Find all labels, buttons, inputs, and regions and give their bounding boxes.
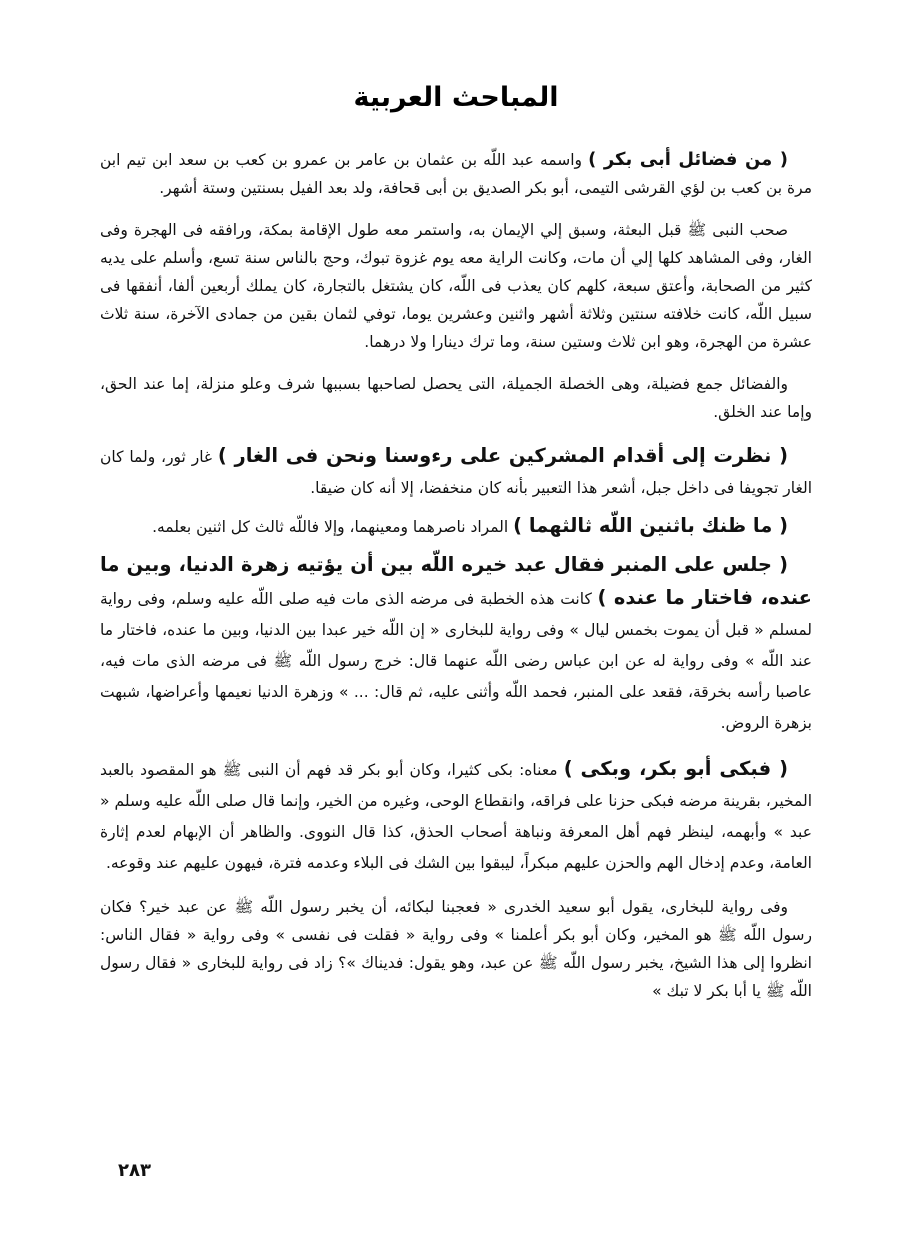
paragraph-text: المراد ناصرهما ومعينهما، وإلا فاللّه ثالث كل اثنين بعلمه. — [152, 518, 514, 536]
paragraph-text: والفضائل جمع فضيلة، وهى الخصلة الجميلة، التى يحصل لصاحبها بسببها شرف وعلو منزلة، إما عند الحق، وإما عند الخلق. — [100, 375, 812, 421]
paragraph-text: وفى رواية للبخارى، يقول أبو سعيد الخدرى « فعجبنا لبكائه، أن يخبر رسول اللّه ﷺ عن عبد خير؟ فكان رسول اللّه ﷺ هو المخير، وكان أبو بكر أعلمنا » وفى رواية « فقلت فى نفسى » وفى رواية « فقال الناس: انظروا إلى هذا الشيخ، يخبر رسول اللّه ﷺ عن عبد، وهو يقول: فديناك »؟ زاد فى رواية للبخارى « فقال رسول اللّه ﷺ يا أبا بكر لا تبك » — [100, 898, 812, 1000]
paragraph-heading: ( فبكى أبو بكر، وبكى ) — [563, 757, 788, 780]
page-number: ٢٨٣ — [118, 1160, 151, 1181]
paragraph-heading: ( من فضائل أبى بكر ) — [588, 149, 788, 170]
paragraph-cave — [100, 440, 812, 504]
paragraph-heading: ( نظرت إلى أقدام المشركين على رءوسنا ونحن فى الغار ) — [217, 444, 788, 467]
paragraph-text: غار ثور، ولما كان الغار تجويفا فى داخل جبل، أشعر هذا التعبير بأنه كان منخفضا، إلا أنه كان ضيقا. — [100, 448, 812, 497]
paragraph-text: صحب النبى ﷺ قبل البعثة، وسبق إلي الإيمان به، واستمر معه طول الإقامة بمكة، ورافقه فى الهجرة وفى الغار، وفى المشاهد كلها إلي أن مات، وكانت الراية معه يوم غزوة تبوك، وحج بالناس سنة تسع، وأسلم على يديه كثير من الصحابة، وأعتق سبعة، كلهم كان يعذب فى اللّه، كان يشتغل بالتجارة، كان يملك أربعين ألفا، أنفقها فى سبيل اللّه، كانت خلافته سنتين وثلاثة أشهر واثنين وعشرين يوما، توفي لثمان بقين من جمادى الآخرة، سنة ثلاث عشرة من الهجرة، وهو ابن ثلاث وستين سنة، وما ترك دينارا ولا درهما. — [100, 221, 812, 351]
paragraph-text: معناه: بكى كثيرا، وكان أبو بكر قد فهم أن النبى ﷺ هو المقصود بالعبد المخير، بقرينة مرضه فبكى حزنا على فراقه، وانقطاع الوحى، وغيره من الخير، وإنما قال صلى اللّه عليه وسلم « عبد » وأبهمه، لينظر فهم أهل المعرفة ونباهة أصحاب الحذق، كذا قال النووى. والظاهر أن الإبهام لعدم إثارة العامة، وعدم إدخال الهم والحزن عليهم مبكراً، ليبقوا بين الشك فى البلاء وعدمه فترة، فيهون عليهم عند وقوعه. — [100, 761, 812, 872]
page-body — [100, 146, 812, 1019]
paragraph-heading: ( ما ظنك باثنين اللّه ثالثهما ) — [513, 514, 788, 537]
page-title: المباحث العربية — [353, 82, 559, 113]
paragraph-bukhari-narration — [100, 893, 812, 1005]
paragraph-heading: ( جلس على المنبر فقال عبد خيره اللّه بين أن يؤتيه زهرة الدنيا، وبين ما عنده، فاختار ما عنده ) — [100, 553, 812, 609]
paragraph-companionship — [100, 216, 812, 356]
paragraph-virtues-definition — [100, 370, 812, 426]
paragraph-minbar-sermon — [100, 549, 812, 739]
paragraph-abu-bakr-virtues — [100, 146, 812, 202]
paragraph-text: واسمه عبد اللّه بن عثمان بن عامر بن عمرو بن كعب بن سعد ابن تيم ابن مرة بن كعب بن لؤي القرشى التيمى، أبو بكر الصديق بن أبى قحافة، ولد بعد الفيل بسنتين وستة أشهر. — [100, 151, 812, 197]
book-page — [100, 0, 812, 1255]
paragraph-two-third — [100, 510, 812, 543]
paragraph-abu-bakr-wept — [100, 753, 812, 879]
paragraph-text: كانت هذه الخطبة فى مرضه الذى مات فيه صلى اللّه عليه وسلم، وفى رواية لمسلم « قبل أن يموت بخمس ليال » وفى رواية للبخارى « إن اللّه خير عبدا بين الدنيا، وبين ما عنده، فاختار ما عند اللّه » وفى رواية له عن ابن عباس رضى اللّه عنهما قال: خرج رسول اللّه ﷺ فى مرضه الذى مات فيه، عاصبا رأسه بخرقة، فقعد على المنبر، فحمد اللّه وأثنى عليه، ثم قال: ... » وزهرة الدنيا نعيمها وأعراضها، شبهت بزهرة الروض. — [100, 590, 812, 732]
